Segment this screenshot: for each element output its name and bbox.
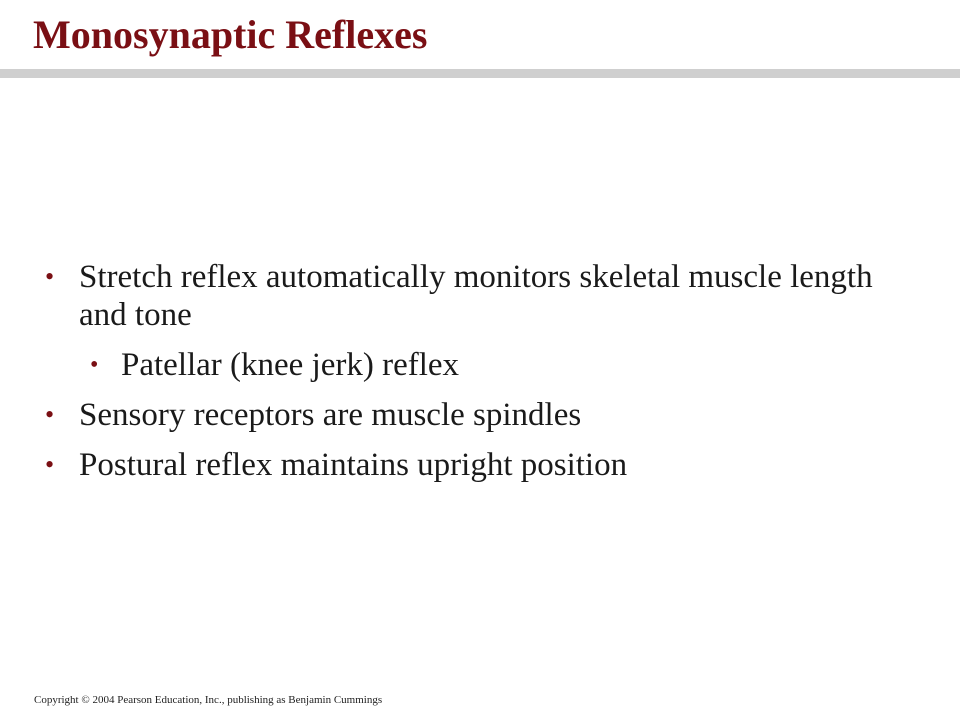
- bullet-list: [0, 258, 960, 496]
- bullet-item: [0, 396, 879, 434]
- bullet-text: Sensory receptors are muscle spindles: [79, 397, 582, 433]
- bullet-marker-icon: •: [45, 262, 55, 291]
- title-divider: [0, 69, 960, 78]
- bullet-text: Stretch reflex automatically monitors skeletal muscle length and tone: [79, 259, 873, 333]
- bullet-item: [0, 258, 879, 334]
- bullet-item: [0, 446, 879, 484]
- sub-bullet-item: [0, 346, 881, 384]
- slide-title: Monosynaptic Reflexes: [33, 12, 428, 57]
- bullet-text: Patellar (knee jerk) reflex: [121, 347, 460, 383]
- bullet-marker-icon: •: [90, 352, 99, 378]
- copyright-footer: Copyright © 2004 Pearson Education, Inc., publishing as Benjamin Cummings: [34, 694, 383, 706]
- bullet-text: Postural reflex maintains upright position: [79, 447, 628, 483]
- bullet-marker-icon: •: [45, 400, 55, 429]
- bullet-marker-icon: •: [45, 450, 55, 479]
